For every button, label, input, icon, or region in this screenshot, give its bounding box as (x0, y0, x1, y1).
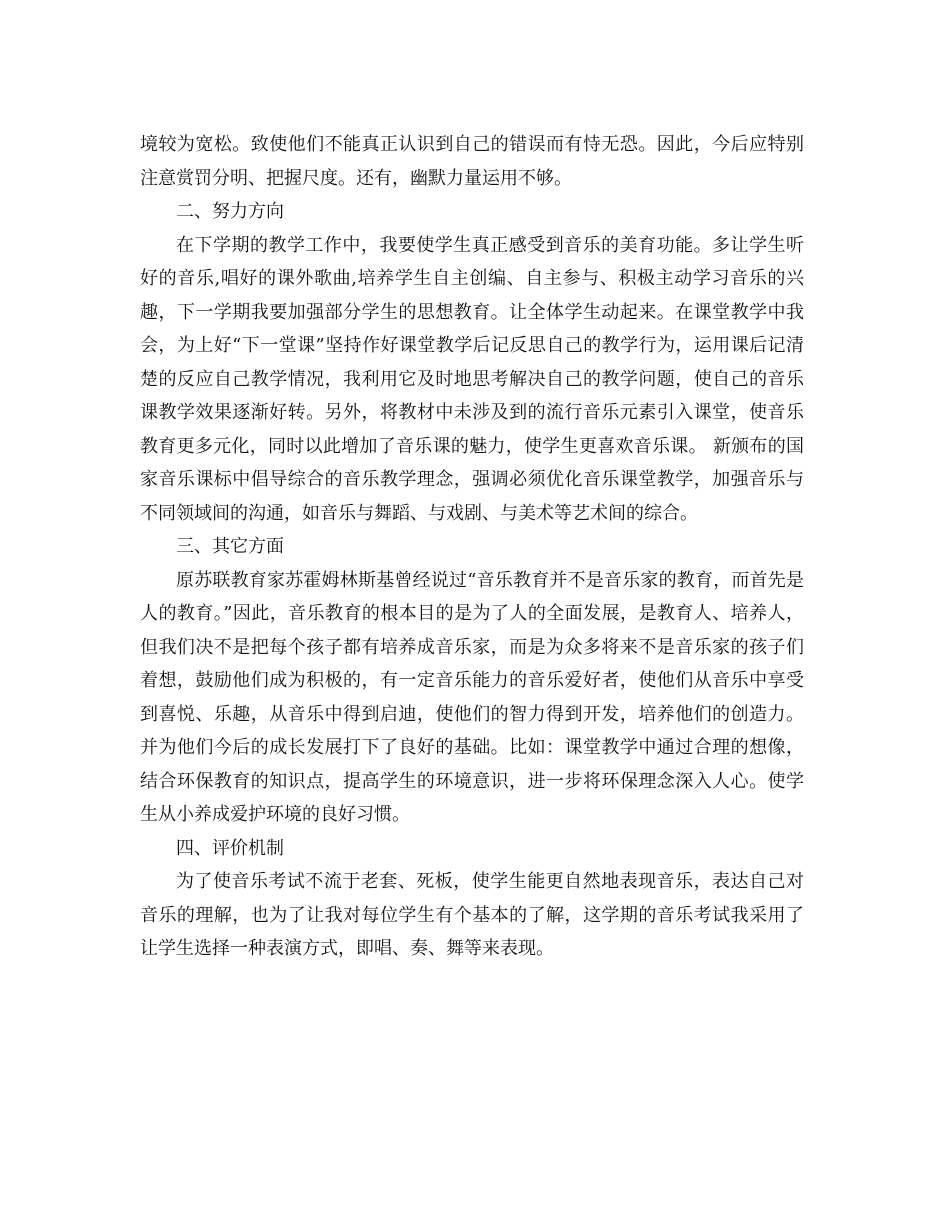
document-page (140, 128, 804, 966)
paragraph-evaluation-mechanism: 为了使音乐考试不流于老套、死板，使学生能更自然地表现音乐，表达自己对音乐的理解，也为了让我对每位学生有个基本的了解，这学期的音乐考试我采用了让学生选择一种表演方式，即唱、奏、舞等来表现。 (140, 871, 804, 959)
paragraph-other-aspects: 原苏联教育家苏霍姆林斯基曾经说过“音乐教育并不是音乐家的教育，而首先是人的教育。”因此，音乐教育的根本目的是为了人的全面发展，是教育人、培养人，但我们决不是把每个孩子都有培养成音乐家，而是为众多将来不是音乐家的孩子们着想，鼓励他们成为积极的，有一定音乐能力的音乐爱好者，使他们从音乐中享受到喜悦、乐趣，从音乐中得到启迪，使他们的智力得到开发，培养他们的创造力。并为他们今后的成长发展打下了良好的基础。比如：课堂教学中通过合理的想像，结合环保教育的知识点，提高学生的环境意识，进一步将环保理念深入人心。使学生从小养成爱护环境的良好习惯。 (140, 569, 804, 825)
paragraph-effort-direction: 在下学期的教学工作中，我要使学生真正感受到音乐的美育功能。多让学生听好的音乐,唱好的课外歌曲,培养学生自主创编、自主参与、积极主动学习音乐的兴趣，下一学期我要加强部分学生的思想教育。让全体学生动起来。在课堂教学中我会，为上好“下一堂课”坚持作好课堂教学后记反思自己的教学行为，运用课后记清楚的反应自己教学情况，我利用它及时地思考解决自己的教学问题，使自己的音乐课教学效果逐渐好转。另外，将教材中未涉及到的流行音乐元素引入课堂，使音乐教育更多元化，同时以此增加了音乐课的魅力，使学生更喜欢音乐课。 新颁布的国家音乐课标中倡导综合的音乐教学理念，强调必须优化音乐课堂教学，加强音乐与不同领域间的沟通，如音乐与舞蹈、与戏剧、与美术等艺术间的综合。 (140, 234, 804, 524)
paragraph-continuation: 境较为宽松。致使他们不能真正认识到自己的错误而有恃无恐。因此，今后应特别注意赏罚分明、把握尺度。还有，幽默力量运用不够。 (140, 134, 804, 189)
section-heading-other-aspects: 三、其它方面 (176, 536, 284, 557)
section-heading-effort-direction: 二、努力方向 (176, 201, 284, 222)
section-heading-evaluation-mechanism: 四、评价机制 (176, 837, 284, 859)
